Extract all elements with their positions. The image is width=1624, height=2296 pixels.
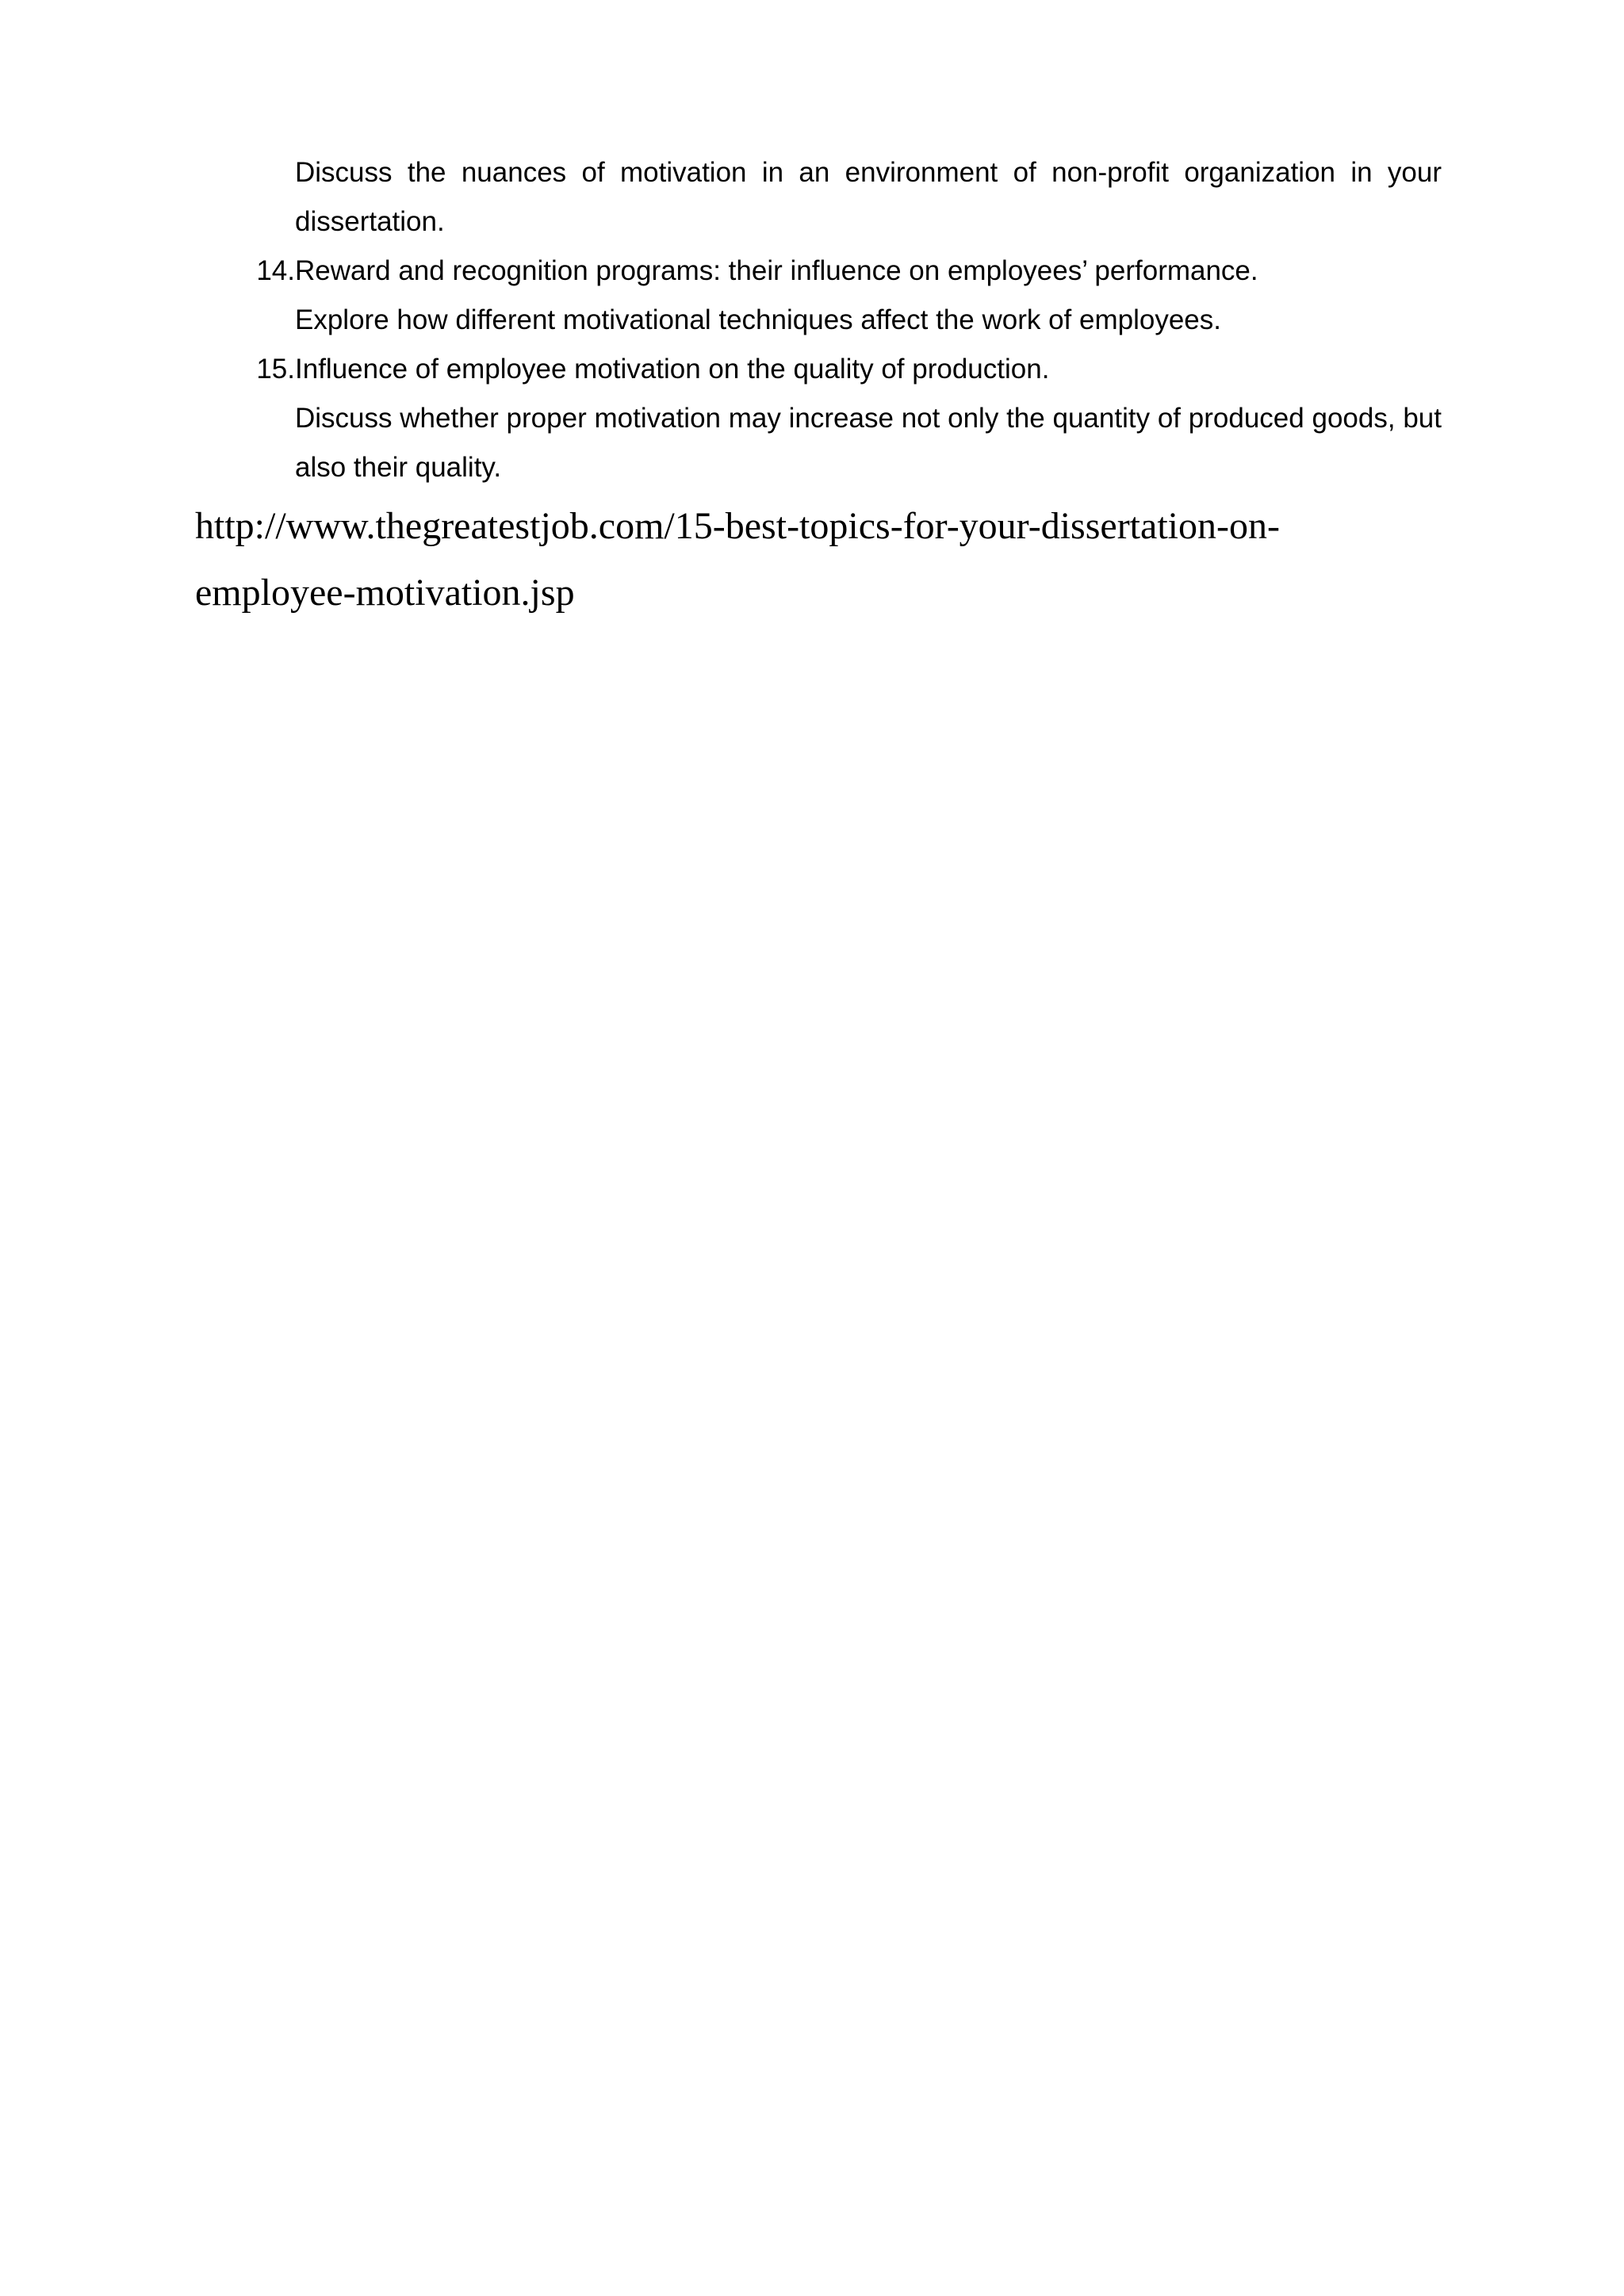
- list-item-14: [238, 247, 1442, 335]
- list-item-title: Reward and recognition programs: their influence on employees’ performance.: [295, 255, 1258, 286]
- source-url-line-1[interactable]: http://www.thegreatestjob.com/15-best-topics-for-your-dissertation-on-: [195, 505, 1280, 547]
- source-url[interactable]: [195, 493, 1464, 626]
- source-url-line-2[interactable]: employee-motivation.jsp: [195, 572, 575, 614]
- list-item-number: 14.: [256, 255, 295, 286]
- list-item-description: Discuss whether proper motivation may increase not only the quantity of produced goods, but also their quality.: [295, 403, 1442, 483]
- list-item-body: [295, 247, 1442, 345]
- list-item-number: 15.: [256, 354, 295, 385]
- list-item-15: [238, 345, 1442, 483]
- list-item-description: Explore how different motivational techniques affect the work of employees.: [295, 304, 1221, 335]
- topic-13-description-continuation: Discuss the nuances of motivation in an environment of non-profit organization in your dissertation.: [295, 157, 1442, 237]
- list-item-body: [295, 345, 1442, 492]
- list-item-title: Influence of employee motivation on the quality of production.: [295, 354, 1050, 385]
